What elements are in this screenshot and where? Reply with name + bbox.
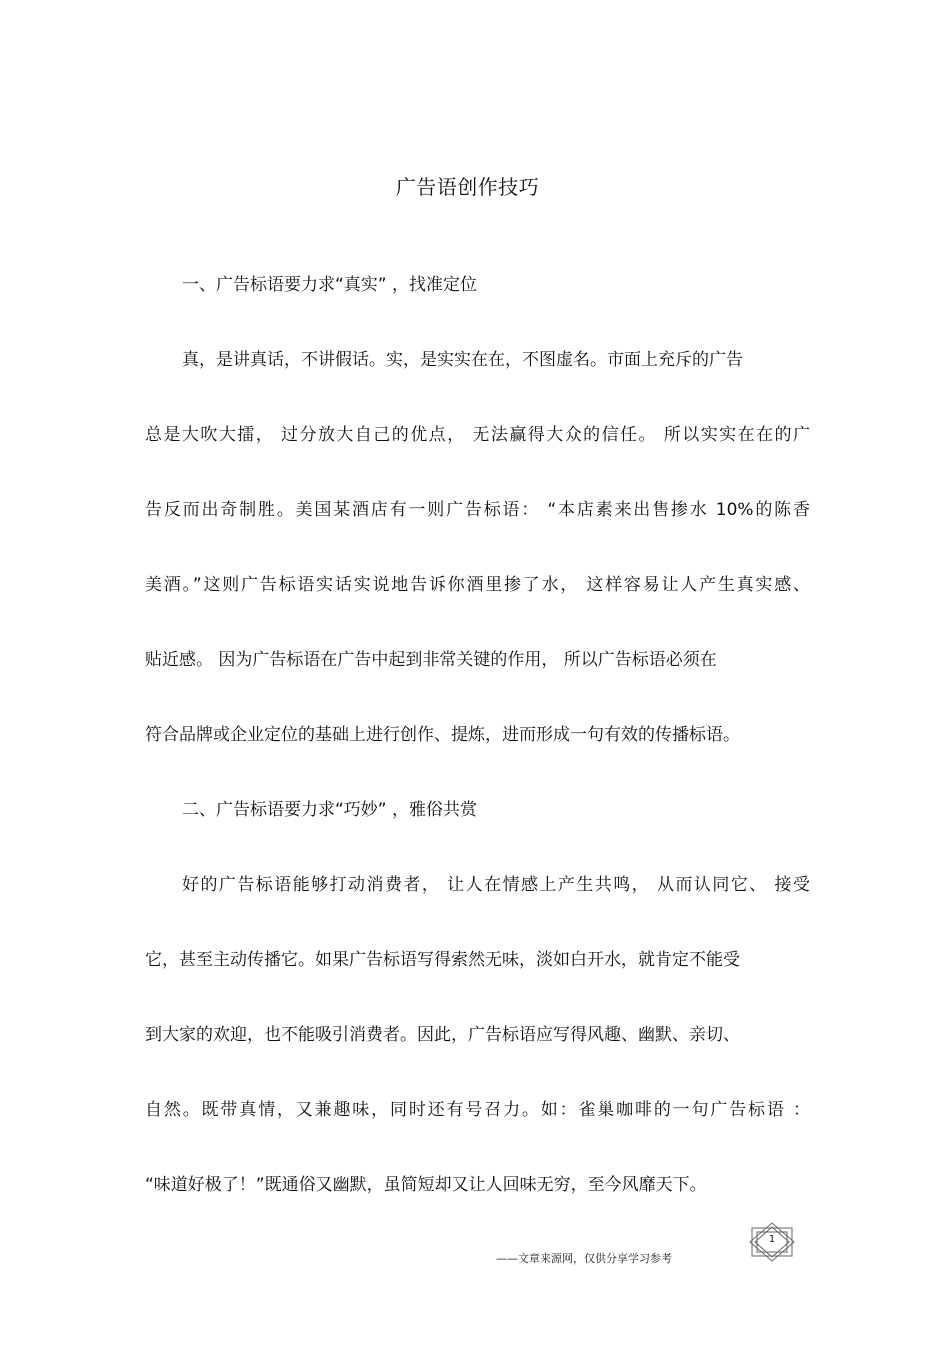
paragraph-line: 告反而出奇制胜。美国某酒店有一则广告标语： “本店素来出售掺水 10%的陈香 [145,500,810,520]
source-note: ——文章来源网，仅供分享学习参考 [496,1252,672,1265]
paragraph-line: 自然。既带真情，又兼趣味，同时还有号召力。如：雀巢咖啡的一句广告标语 ： [145,1100,810,1120]
paragraph-line: 美酒。”这则广告标语实话实说地告诉你酒里掺了水， 这样容易让人产生真实感、 [145,575,810,595]
paragraph-line: 符合品牌或企业定位的基础上进行创作、提炼，进而形成一句有效的传播标语。 [145,725,740,745]
page-number-badge [748,1222,796,1262]
heading-section-2: 二、广告标语要力求“巧妙” ，雅俗共赏 [182,800,478,820]
paragraph-line: 好的广告标语能够打动消费者， 让人在情感上产生共鸣， 从而认同它、 接受 [182,875,810,895]
document-title: 广告语创作技巧 [395,175,540,199]
paragraph-line: 真，是讲真话，不讲假话。实，是实实在在，不图虚名。市面上充斥的广告 [182,350,743,370]
paragraph-line: 到大家的欢迎，也不能吸引消费者。因此，广告标语应写得风趣、幽默、亲切、 [145,1025,740,1045]
paragraph-line: 总是大吹大擂， 过分放大自己的优点， 无法赢得大众的信任。 所以实实在在的广 [145,425,810,445]
paragraph-line: 它，甚至主动传播它。如果广告标语写得索然无味，淡如白开水，就肯定不能受 [145,950,740,970]
paragraph-line: “味道好极了！”既通俗又幽默，虽简短却又让人回味无穷，至今风靡天下。 [145,1175,707,1195]
heading-section-1: 一、广告标语要力求“真实” ，找准定位 [182,275,478,295]
paragraph-line: 贴近感。 因为广告标语在广告中起到非常关键的作用， 所以广告标语必须在 [145,650,717,670]
page-number: 1 [768,1234,776,1245]
